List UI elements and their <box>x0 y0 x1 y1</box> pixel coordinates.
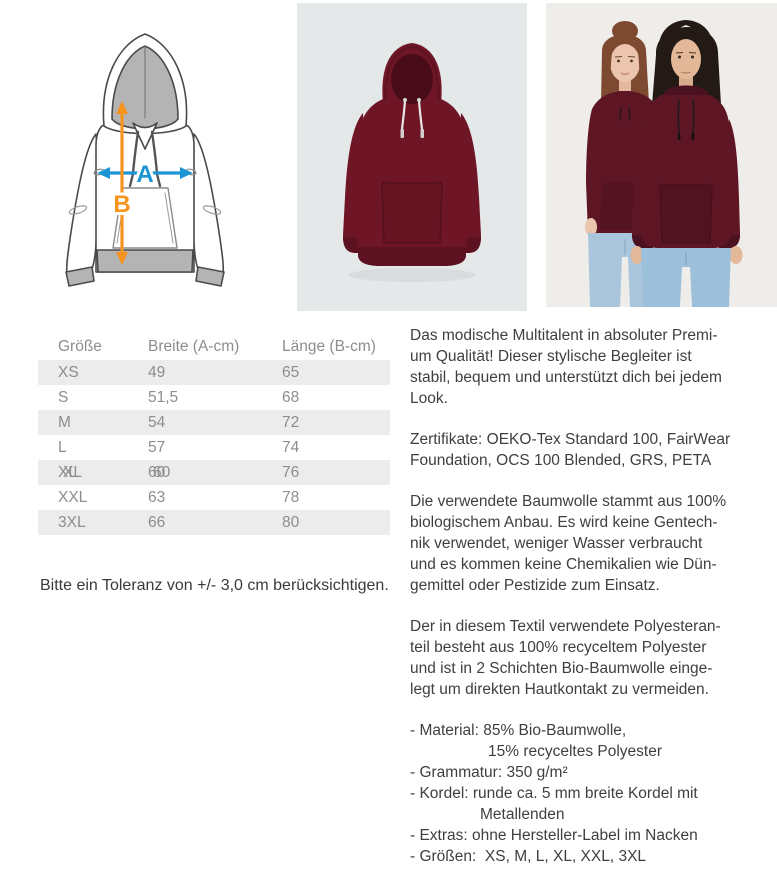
cell-groesse: L <box>58 438 67 456</box>
male-model <box>631 20 743 307</box>
header-laenge: Länge (B-cm) <box>282 338 376 355</box>
cell-breite: 57 <box>148 438 166 456</box>
table-row-xl <box>38 460 390 485</box>
cell-laenge: 65 <box>282 363 300 381</box>
cell-groesse: S <box>58 388 69 406</box>
cell-laenge: 78 <box>282 488 300 506</box>
description-paragraph-intro: Das modische Multitalent in absoluter Premi- um Qualität! Dieser stylische Begleiter ist stabil, bequem und unterstützt dich bei jedem Look. <box>410 327 722 407</box>
waistband <box>97 250 193 272</box>
spec-groessen: - Größen: XS, M, L, XL, XXL, 3XL <box>410 848 647 865</box>
cell-laenge: 72 <box>282 413 300 431</box>
spec-kordel: - Kordel: runde ca. 5 mm breite Kordel mit <box>410 785 698 802</box>
models-photo[interactable] <box>546 3 777 307</box>
cell-groesse: 3XL <box>58 513 86 531</box>
cell-groesse: XS <box>58 363 79 381</box>
cell-breite: 63 <box>148 488 166 506</box>
cell-breite: 49 <box>148 363 166 381</box>
table-row-s <box>38 385 390 410</box>
sleeve-left <box>67 134 97 274</box>
spec-material-cont: 15% recyceltes Polyester <box>488 743 663 760</box>
table-row-xxl <box>38 485 390 510</box>
spec-extras: - Extras: ohne Hersteller-Label im Nacken <box>410 827 698 844</box>
kangaroo-pocket <box>382 182 442 243</box>
description-paragraph-certificates: Zertifikate: OEKO-Tex Standard 100, FairWear Foundation, OCS 100 Blended, GRS, PETA <box>410 431 731 469</box>
cell-groesse: M <box>58 413 71 431</box>
cell-breite: 54 <box>148 413 166 431</box>
spec-material: - Material: 85% Bio-Baumwolle, <box>410 722 627 739</box>
size-table <box>38 334 390 535</box>
table-row-3xl <box>38 510 390 535</box>
cell-laenge: 74 <box>282 438 300 456</box>
cell-laenge: 76 <box>282 463 300 481</box>
label-a: A <box>136 161 154 188</box>
table-row-l <box>38 435 390 460</box>
description-paragraph-cotton: Die verwendete Baumwolle stammt aus 100% biologischem Anbau. Es wird keine Gentech- nik verwendet, weniger Wasser verbraucht und es kommen keine Chemikalien wie Dün- gemittel oder Pestizide zum Einsatz. <box>410 493 727 594</box>
hem-band <box>358 247 466 266</box>
size-diagram-image[interactable] <box>40 22 250 297</box>
header-groesse: Größe <box>58 338 102 355</box>
spec-grammatur: - Grammatur: 350 g/m² <box>410 764 568 781</box>
burgundy-hoodie-illustration <box>297 3 527 311</box>
hood-opening <box>391 54 433 104</box>
spec-list <box>410 720 774 867</box>
cell-laenge: 68 <box>282 388 300 406</box>
hoodie-measurement-diagram <box>40 22 250 297</box>
header-breite: Breite (A-cm) <box>148 338 240 355</box>
table-row-m <box>38 410 390 435</box>
cell-breite: 60 <box>148 463 166 481</box>
models-illustration <box>546 3 777 307</box>
cell-groesse: XL <box>58 463 77 481</box>
cell-breite: 51,5 <box>148 388 179 406</box>
spec-kordel-cont: Metallenden <box>480 806 565 823</box>
product-description <box>410 325 774 867</box>
sleeve-right <box>193 134 223 274</box>
cell-groesse: XXL <box>58 488 88 506</box>
product-photo[interactable] <box>297 3 527 311</box>
cell-laenge: 80 <box>282 513 300 531</box>
table-row-xs <box>38 360 390 385</box>
tolerance-note: Bitte ein Toleranz von +/- 3,0 cm berücksichtigen. <box>40 577 389 594</box>
label-b: B <box>113 191 131 218</box>
size-table-header <box>38 334 390 360</box>
description-paragraph-polyester: Der in diesem Textil verwendete Polyesteran- teil besteht aus 100% recyceltem Polyester und ist in 2 Schichten Bio-Baumwolle einge- legt um direkten Hautkontakt zu vermeiden. <box>410 618 721 698</box>
cell-breite: 66 <box>148 513 166 531</box>
